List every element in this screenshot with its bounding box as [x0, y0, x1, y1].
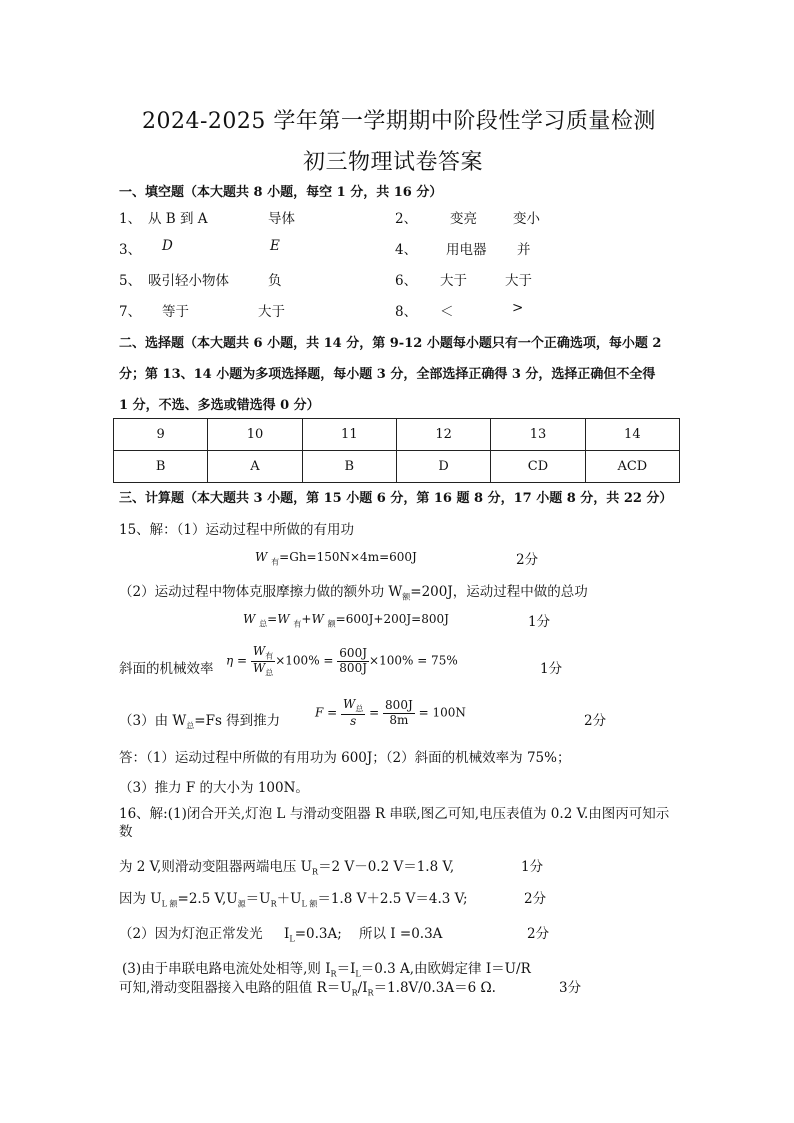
- q-number: 4、: [395, 242, 418, 258]
- table-cell: 9: [114, 419, 208, 451]
- score: 3分: [559, 980, 582, 996]
- score: 1分: [521, 859, 544, 875]
- fraction: $\frac{W_总}{s}$: [343, 697, 364, 728]
- answer: 负: [268, 273, 282, 289]
- q16-line: 因为 $U_{L 额}=2.5$ $V,U_源=U_R+U_{L 额}=1.8$ V＋2.5 V＝4.3 V;: [119, 891, 468, 909]
- table-cell: 10: [208, 419, 302, 451]
- q15-part3: （3）由 $W_总=Fs$ 得到推力: [119, 713, 281, 731]
- q15-eq1: W $_有$=Gh=150N×4m=600J: [255, 550, 417, 567]
- answer: 吸引轻小物体: [148, 273, 229, 289]
- score: 1分: [528, 614, 551, 630]
- answer: 大于: [440, 273, 467, 289]
- q16-line: 可知,滑动变阻器接入电路的阻值 $R=U_R/I_R=1.8V/0.3A=6$ Ω.: [119, 980, 496, 998]
- q16-line: (3)由于串联电路电流处处相等,则 $I_R=I_L=0.3$ A,由欧姆定律 I＝U/R: [122, 961, 531, 979]
- table-cell: B: [302, 451, 396, 483]
- answer: 大于: [258, 304, 285, 320]
- page-subtitle: 初三物理试卷答案: [303, 150, 484, 175]
- page-title: 2024-2025 学年第一学期期中阶段性学习质量检测: [142, 109, 656, 134]
- section3-heading: 三、计算题（本大题共 3 小题，第 15 小题 6 分，第 16 题 8 分，17 小题 8 分，共 22 分）: [119, 491, 673, 506]
- answer: >: [512, 300, 524, 316]
- q-number: 6、: [395, 273, 418, 289]
- section1-heading: 一、填空题（本大题共 8 小题，每空 1 分，共 16 分）: [119, 185, 443, 200]
- fraction: $\frac{W_有}{W_总}$: [252, 644, 274, 677]
- section2-heading-cont: 分；第 13、14 小题为多项选择题，每小题 3 分，全部选择正确得 3 分，选择正确但不全得: [119, 367, 656, 382]
- q16-line: 数: [119, 824, 133, 840]
- score: 2分: [524, 891, 547, 907]
- answer: 并: [517, 242, 531, 258]
- answer: D: [162, 238, 173, 254]
- score: 2分: [527, 926, 550, 942]
- q15-part2: （2）运动过程中物体克服摩擦力做的额外功 $W_额=200J$，运动过程中做的总功: [119, 584, 588, 602]
- q15-eff-label: 斜面的机械效率: [119, 661, 214, 677]
- q16-line: 为 2 V,则滑动变阻器两端电压 $U_R=2$ V－0.2 V＝1.8 V,: [119, 859, 455, 877]
- fraction: $\frac{600J}{800J}$: [339, 645, 368, 675]
- table-cell: ACD: [585, 451, 679, 483]
- answer: 大于: [505, 273, 532, 289]
- score: 1分: [540, 661, 563, 677]
- table-row: [114, 451, 680, 483]
- table-cell: CD: [491, 451, 585, 483]
- q15-answer-cont: （3）推力 F 的大小为 100N。: [119, 780, 309, 796]
- q15-eff-formula: η = $\frac{W_有}{W_总}$ ×100% = $\frac{600J}{800J}$ ×100% = 75%: [226, 644, 458, 677]
- q15-eq2: W $_总$=W $_有$+W $_额$=600J+200J=800J: [243, 612, 449, 629]
- choice-answer-table: [113, 418, 680, 483]
- q15-answer: 答：（1）运动过程中所做的有用功为 600J；（2）斜面的机械效率为 75%；: [119, 750, 571, 766]
- table-cell: A: [208, 451, 302, 483]
- table-cell: 14: [585, 419, 679, 451]
- answer: 等于: [162, 304, 189, 320]
- q-number: 2、: [395, 211, 418, 227]
- q15-intro: 15、解：（1）运动过程中所做的有用功: [119, 522, 355, 538]
- q16-line: （2）因为灯泡正常发光 $I_L=0.3A$; 所以 I =0.3A: [119, 926, 443, 944]
- fraction: $\frac{800J}{8m}$: [385, 697, 413, 727]
- answer: 导体: [268, 211, 295, 227]
- q15-force-formula: F = $\frac{W_总}{s}$ = $\frac{800J}{8m}$ = 100N: [315, 697, 466, 728]
- answer: 用电器: [446, 242, 487, 258]
- q-number: 8、: [395, 304, 418, 320]
- answer: 变小: [513, 211, 540, 227]
- table-header-row: [114, 419, 680, 451]
- score: 2分: [584, 713, 607, 729]
- answer: 从 B 到 A: [148, 211, 208, 227]
- table-cell: 12: [396, 419, 490, 451]
- section2-heading: 二、选择题（本大题共 6 小题，共 14 分，第 9-12 小题每小题只有一个正确选项，每小题 2: [119, 336, 662, 351]
- q-number: 5、: [119, 273, 142, 289]
- table-cell: D: [396, 451, 490, 483]
- q-number: 3、: [119, 242, 142, 258]
- answer: E: [270, 238, 280, 254]
- answer: 变亮: [450, 211, 477, 227]
- score: 2分: [516, 552, 539, 568]
- q16-line: 16、解:(1)闭合开关,灯泡 L 与滑动变阻器 R 串联,图乙可知,电压表值为 0.2 V.由图丙可知示: [119, 806, 670, 822]
- q-number: 7、: [119, 304, 142, 320]
- table-cell: 13: [491, 419, 585, 451]
- answer: ＜: [440, 304, 454, 320]
- q-number: 1、: [119, 211, 142, 227]
- table-cell: 11: [302, 419, 396, 451]
- section2-heading-cont: 1 分，不选、多选或错选得 0 分）: [119, 398, 320, 413]
- table-cell: B: [114, 451, 208, 483]
